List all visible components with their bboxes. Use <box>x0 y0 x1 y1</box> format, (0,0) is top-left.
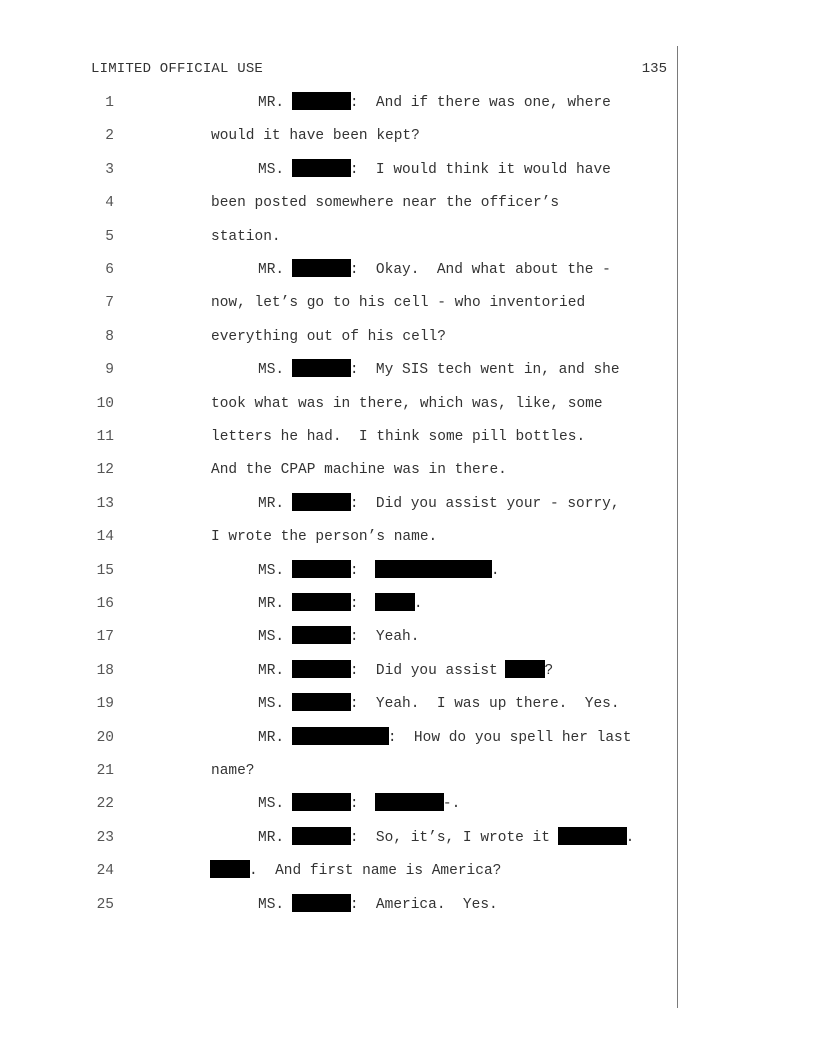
line-text <box>211 227 281 247</box>
transcript-line <box>0 460 816 480</box>
redaction-block <box>211 861 249 877</box>
text-segment: station. <box>211 229 281 245</box>
text-segment: MR. <box>258 496 293 512</box>
transcript-line <box>0 193 816 213</box>
redaction-block <box>376 594 414 610</box>
classification-header: LIMITED OFFICIAL USE <box>91 61 264 77</box>
redaction-block <box>293 627 350 643</box>
redaction-block <box>293 561 350 577</box>
transcript-line <box>0 160 816 180</box>
text-segment: now, let’s go to his cell - who inventoried <box>211 295 586 311</box>
transcript-line <box>0 627 816 647</box>
text-segment: everything out of his cell? <box>211 329 446 345</box>
text-segment: MS. <box>258 696 293 712</box>
text-segment: : Okay. And what about the - <box>349 262 611 278</box>
text-segment: : And if there was one, where <box>349 95 611 111</box>
line-number: 14 <box>96 529 114 545</box>
line-text <box>258 828 634 848</box>
text-segment: been posted somewhere near the officer’s <box>211 195 560 211</box>
line-number: 22 <box>96 796 114 812</box>
line-text <box>211 427 585 447</box>
text-segment: MR. <box>258 262 293 278</box>
transcript-line <box>0 561 816 581</box>
line-number: 15 <box>96 563 114 579</box>
line-text <box>211 460 507 480</box>
line-text <box>258 728 631 748</box>
page-number: 135 <box>641 61 667 77</box>
text-segment: I wrote the person’s name. <box>211 529 438 545</box>
line-number: 24 <box>96 863 114 879</box>
line-number: 2 <box>105 128 114 144</box>
line-number: 9 <box>105 362 114 378</box>
line-text <box>258 661 553 681</box>
text-segment: MS. <box>258 162 293 178</box>
line-number: 17 <box>96 629 114 645</box>
transcript-line <box>0 794 816 814</box>
transcript-line <box>0 661 816 681</box>
line-number: 20 <box>96 730 114 746</box>
text-segment: : <box>349 563 376 579</box>
line-text <box>211 193 559 213</box>
line-text <box>258 895 498 915</box>
line-number: 18 <box>96 663 114 679</box>
redaction-block <box>293 93 350 109</box>
line-text <box>258 360 620 380</box>
transcript-line <box>0 895 816 915</box>
text-segment: MR. <box>258 596 293 612</box>
text-segment: . And first name is America? <box>249 863 502 879</box>
line-number: 11 <box>96 429 114 445</box>
text-segment: And the CPAP machine was in there. <box>211 462 507 478</box>
text-segment: : Did you assist your - sorry, <box>349 496 620 512</box>
transcript-line <box>0 761 816 781</box>
text-segment: MR. <box>258 95 293 111</box>
transcript-line <box>0 728 816 748</box>
text-segment: : So, it’s, I wrote it <box>349 830 559 846</box>
line-number: 5 <box>105 229 114 245</box>
text-segment: MR. <box>258 663 293 679</box>
line-text <box>258 561 500 581</box>
redaction-block <box>293 728 388 744</box>
redaction-block <box>293 494 350 510</box>
transcript-line <box>0 828 816 848</box>
redaction-block <box>293 360 350 376</box>
text-segment: MS. <box>258 897 293 913</box>
redaction-block <box>559 828 626 844</box>
redaction-block <box>293 160 350 176</box>
text-segment: MR. <box>258 730 293 746</box>
transcript-line <box>0 260 816 280</box>
redaction-block <box>293 828 350 844</box>
text-segment: would it have been kept? <box>211 128 420 144</box>
line-number: 4 <box>105 195 114 211</box>
text-segment: : America. Yes. <box>349 897 498 913</box>
line-text <box>258 594 423 614</box>
transcript-line <box>0 394 816 414</box>
line-number: 6 <box>105 262 114 278</box>
redaction-block <box>293 594 350 610</box>
line-number: 25 <box>96 897 114 913</box>
line-number: 19 <box>96 696 114 712</box>
line-number: 7 <box>105 295 114 311</box>
transcript-line <box>0 527 816 547</box>
text-segment: . <box>413 596 423 612</box>
line-text <box>211 327 446 347</box>
redaction-block <box>293 895 350 911</box>
text-segment: : Did you assist <box>349 663 507 679</box>
redaction-block <box>293 260 350 276</box>
text-segment: : <box>349 596 376 612</box>
line-number: 21 <box>96 763 114 779</box>
line-text <box>211 761 255 781</box>
text-segment: letters he had. I think some pill bottles. <box>211 429 586 445</box>
text-segment: name? <box>211 763 255 779</box>
text-segment: : <box>349 796 376 812</box>
line-number: 1 <box>105 95 114 111</box>
transcript-line <box>0 594 816 614</box>
line-text <box>258 160 611 180</box>
text-segment: MS. <box>258 629 293 645</box>
redaction-block <box>293 661 350 677</box>
line-text <box>258 494 620 514</box>
line-text <box>211 293 585 313</box>
text-segment: MS. <box>258 796 293 812</box>
transcript-line <box>0 227 816 247</box>
redaction-block <box>293 694 350 710</box>
text-segment: MS. <box>258 563 293 579</box>
text-segment: : How do you spell her last <box>387 730 632 746</box>
text-segment: : I would think it would have <box>349 162 611 178</box>
redaction-block <box>376 794 443 810</box>
transcript-line <box>0 694 816 714</box>
text-segment: MR. <box>258 830 293 846</box>
text-segment: took what was in there, which was, like, some <box>211 396 603 412</box>
transcript-line <box>0 93 816 113</box>
transcript-line <box>0 126 816 146</box>
line-text <box>211 861 501 881</box>
line-text <box>211 527 437 547</box>
line-number: 12 <box>96 462 114 478</box>
line-number: 16 <box>96 596 114 612</box>
text-segment: : Yeah. <box>349 629 420 645</box>
line-text <box>258 260 611 280</box>
transcript-line <box>0 293 816 313</box>
line-text <box>211 126 420 146</box>
transcript-line <box>0 427 816 447</box>
transcript-line <box>0 494 816 514</box>
redaction-block <box>293 794 350 810</box>
redaction-block <box>506 661 544 677</box>
line-text <box>258 694 620 714</box>
text-segment: -. <box>442 796 461 812</box>
line-number: 23 <box>96 830 114 846</box>
line-text <box>258 627 419 647</box>
transcript-line <box>0 327 816 347</box>
line-text <box>258 93 611 113</box>
redaction-block <box>376 561 491 577</box>
transcript-line <box>0 360 816 380</box>
line-number: 3 <box>105 162 114 178</box>
line-number: 13 <box>96 496 114 512</box>
line-text <box>211 394 603 414</box>
line-text <box>258 794 460 814</box>
transcript-line <box>0 861 816 881</box>
text-segment: . <box>490 563 500 579</box>
text-segment: : My SIS tech went in, and she <box>349 362 620 378</box>
text-segment: . <box>625 830 635 846</box>
text-segment: MS. <box>258 362 293 378</box>
line-number: 8 <box>105 329 114 345</box>
text-segment: ? <box>544 663 554 679</box>
line-number: 10 <box>96 396 114 412</box>
text-segment: : Yeah. I was up there. Yes. <box>349 696 620 712</box>
